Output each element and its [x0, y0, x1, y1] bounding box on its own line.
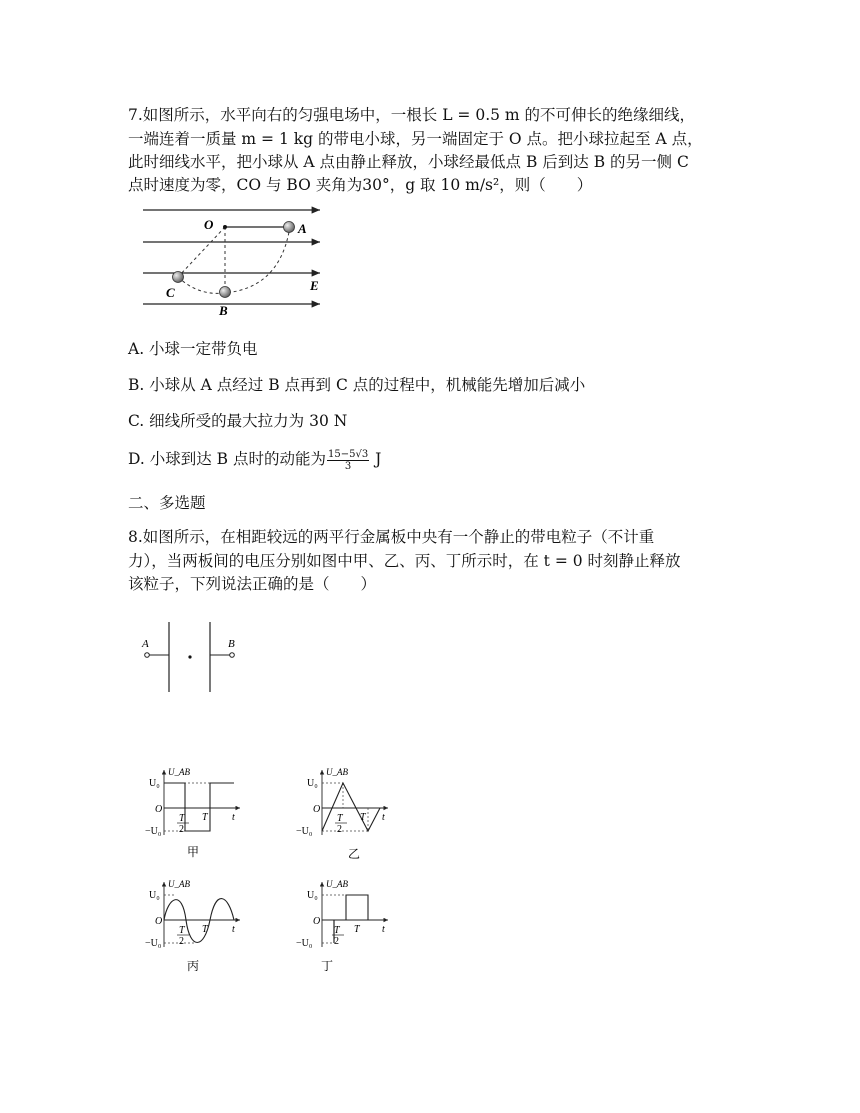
charged-particle: [188, 655, 191, 658]
graph-jia-neg-u0: −U₀: [145, 826, 162, 837]
q8-line-2: 力），当两板间的电压分别如图中甲、乙、丙、丁所示时，在 t = 0 时刻静止释放: [128, 552, 681, 570]
q7-option-d-fraction: [327, 449, 369, 472]
plate-label-b: B: [228, 638, 235, 650]
graph-jia-u0: U₀: [149, 778, 160, 789]
q7-option-d-suffix: J: [370, 450, 382, 468]
graph-ding-half-num: T: [334, 925, 340, 936]
q8-voltage-graphs: [128, 760, 408, 982]
q7-option-b: B. 小球从 A 点经过 B 点再到 C 点的过程中，机械能先增加后减小: [128, 376, 586, 394]
graph-yi-half-den: 2: [337, 824, 342, 835]
label-b: B: [219, 303, 228, 318]
graph-yi: [296, 767, 388, 861]
q8-line-3: 该粒子，下列说法正确的是（ ）: [128, 575, 377, 593]
q8-plates-figure: [138, 620, 248, 696]
ball-b: [220, 287, 231, 298]
q7-line-3: 此时细线水平，把小球从 A 点由静止释放，小球经最低点 B 后到达 B 的另一侧 C: [128, 153, 689, 171]
graph-ding-name: 丁: [321, 959, 334, 973]
graph-ding-wave: [322, 895, 368, 943]
ball-c: [173, 272, 184, 283]
graph-yi-axis: U_AB: [326, 767, 348, 777]
q7-line-2: 一端连着一质量 m = 1 kg 的带电小球，另一端固定于 O 点。把小球拉起至 A 点，: [128, 130, 703, 148]
label-o: O: [204, 217, 214, 232]
graph-yi-name: 乙: [348, 847, 361, 861]
graph-bing-axis: U_AB: [168, 879, 190, 889]
dashed-oc: [178, 227, 225, 277]
graph-jia-wave: [164, 783, 234, 831]
graph-yi-wave: [322, 783, 380, 831]
graph-bing-t: t: [232, 924, 235, 935]
graph-ding-origin: O: [313, 916, 321, 927]
graph-jia: [145, 767, 240, 859]
q7-option-c: C. 细线所受的最大拉力为 30 N: [128, 412, 348, 430]
q7-pendulum-figure: [138, 202, 338, 320]
label-e: E: [310, 278, 319, 293]
graph-jia-axis: U_AB: [168, 767, 190, 777]
q7-option-a: A. 小球一定带负电: [128, 340, 258, 358]
graph-jia-T: T: [202, 812, 208, 823]
graph-bing-neg-u0: −U₀: [145, 938, 162, 949]
plate-label-a: A: [142, 638, 149, 650]
graph-ding: [296, 879, 388, 973]
pivot-o: [223, 225, 227, 229]
graph-jia-t: t: [232, 812, 235, 823]
label-c: C: [166, 285, 175, 300]
graph-yi-origin: O: [313, 804, 321, 815]
graph-yi-u0: U₀: [307, 778, 318, 789]
q7-option-d-prefix: D. 小球到达 B 点时的动能为: [128, 450, 326, 468]
ball-a: [284, 222, 295, 233]
graph-bing-name: 丙: [187, 959, 200, 973]
graph-jia-origin: O: [155, 804, 163, 815]
q7-line-4: 点时速度为零，CO 与 BO 夹角为30°，g 取 10 m/s²，则（ ）: [128, 176, 593, 194]
graph-yi-half-num: T: [337, 813, 343, 824]
graph-jia-half-den: 2: [179, 824, 184, 835]
graph-ding-axis: U_AB: [326, 879, 348, 889]
terminal-a: [145, 653, 150, 658]
graph-jia-name: 甲: [187, 845, 200, 859]
graph-ding-neg-u0: −U₀: [296, 938, 313, 949]
graph-yi-neg-u0: −U₀: [296, 826, 313, 837]
q8-line-1: 8.如图所示，在相距较远的两平行金属板中央有一个静止的带电粒子（不计重: [128, 528, 655, 546]
graph-bing-T: T: [202, 924, 208, 935]
graph-yi-T: T: [360, 812, 366, 823]
graph-bing-half-num: T: [179, 925, 185, 936]
graph-bing-half-den: 2: [179, 936, 184, 947]
graph-bing-u0: U₀: [149, 890, 160, 901]
fraction-numerator: 15−5√3: [327, 448, 369, 460]
graph-ding-u0: U₀: [307, 890, 318, 901]
graph-bing: [145, 879, 240, 973]
graph-ding-half-den: 2: [334, 936, 339, 947]
fraction-denominator: 3: [344, 460, 352, 472]
label-a: A: [298, 221, 307, 236]
graph-ding-t: t: [382, 924, 385, 935]
graph-jia-half-num: T: [179, 813, 185, 824]
graph-bing-origin: O: [155, 916, 163, 927]
q7-line-1: 7.如图所示，水平向右的匀强电场中，一根长 L = 0.5 m 的不可伸长的绝缘细线，: [128, 106, 696, 124]
graph-ding-T: T: [354, 924, 360, 935]
q7-option-d: [128, 448, 381, 472]
terminal-b: [230, 653, 235, 658]
section-heading: 二、多选题: [128, 494, 206, 512]
graph-yi-t: t: [382, 812, 385, 823]
trajectory-path: [178, 232, 289, 293]
graph-bing-wave: [164, 899, 234, 943]
